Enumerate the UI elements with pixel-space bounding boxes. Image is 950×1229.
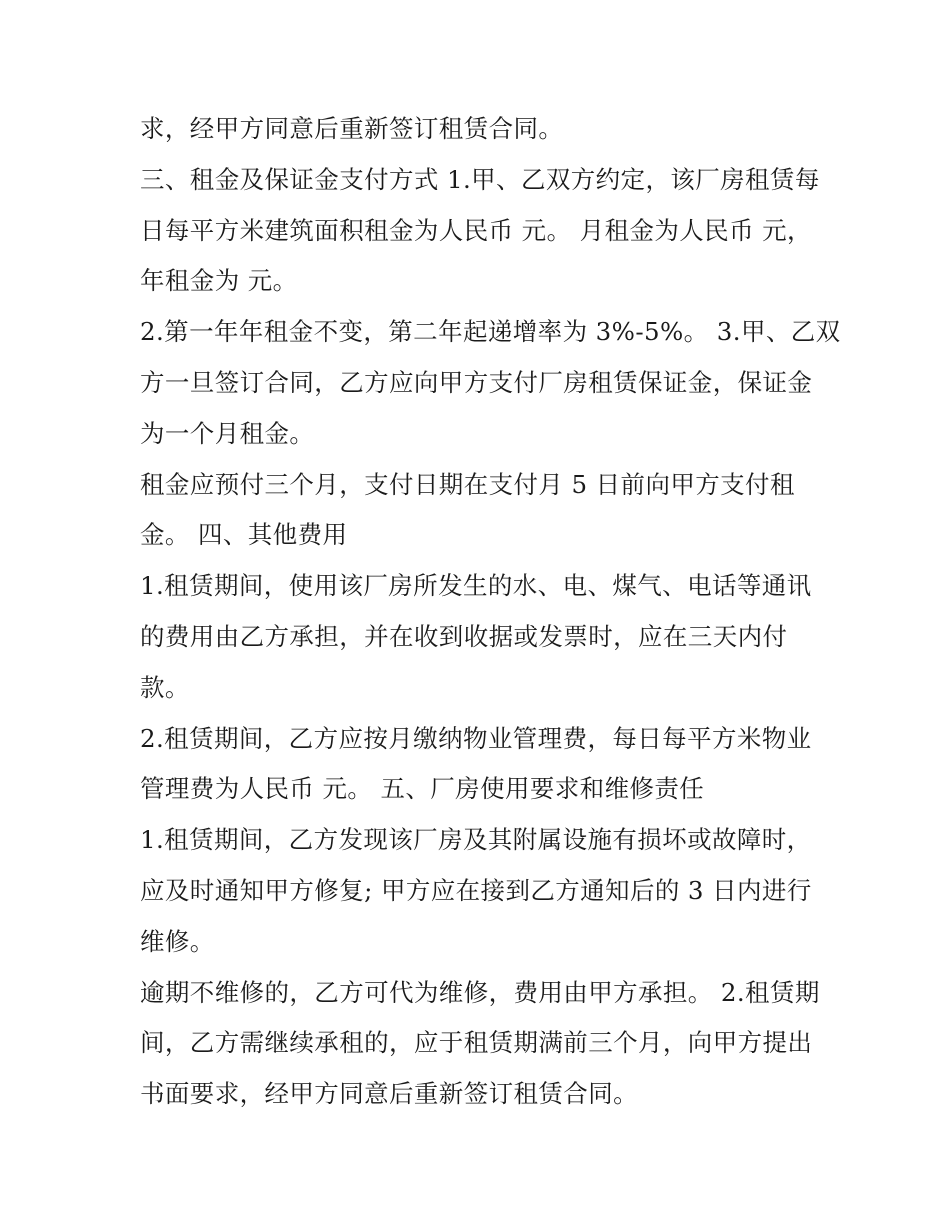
text-line: 书面要求，经甲方同意后重新签订租赁合同。 [140, 1079, 638, 1109]
text-line: 为一个月租金。 [140, 418, 315, 448]
text-line: 1.租赁期间，使用该厂房所发生的水、电、煤气、电话等通讯 [140, 571, 812, 601]
text-line: 求，经甲方同意后重新签订租赁合同。 [140, 114, 564, 143]
text-line: 维修。 [140, 926, 215, 956]
text-line: 间，乙方需继续承租的，应于租赁期满前三个月，向甲方提出 [140, 1028, 813, 1058]
contract-text-body [140, 104, 841, 1120]
text-line: 方一旦签订合同，乙方应向甲方支付厂房租赁保证金，保证金 [140, 367, 813, 397]
text-line: 年租金为 元。 [140, 266, 298, 296]
text-line: 日每平方米建筑面积租金为人民币 元。 月租金为人民币 元， [140, 215, 812, 245]
text-line: 款。 [140, 672, 190, 702]
text-line: 2.第一年年租金不变，第二年起递增率为 3%-5%。 3.甲、乙双 [140, 317, 841, 347]
text-line: 2.租赁期间，乙方应按月缴纳物业管理费，每日每平方米物业 [140, 723, 812, 753]
text-line: 金。 四、其他费用 [140, 520, 348, 550]
text-line: 管理费为人民币 元。 五、厂房使用要求和维修责任 [140, 774, 705, 804]
text-line: 1.租赁期间，乙方发现该厂房及其附属设施有损坏或故障时， [140, 825, 812, 855]
text-line: 逾期不维修的，乙方可代为维修，费用由甲方承担。 2.租赁期 [140, 977, 820, 1007]
text-line: 应及时通知甲方修复; 甲方应在接到乙方通知后的 3 日内进行 [140, 875, 812, 905]
text-line: 的费用由乙方承担，并在收到收据或发票时，应在三天内付 [140, 621, 788, 651]
text-line: 租金应预付三个月，支付日期在支付月 5 日前向甲方支付租 [140, 469, 795, 499]
text-line: 三、租金及保证金支付方式 1.甲、乙双方约定，该厂房租赁每 [140, 164, 820, 194]
